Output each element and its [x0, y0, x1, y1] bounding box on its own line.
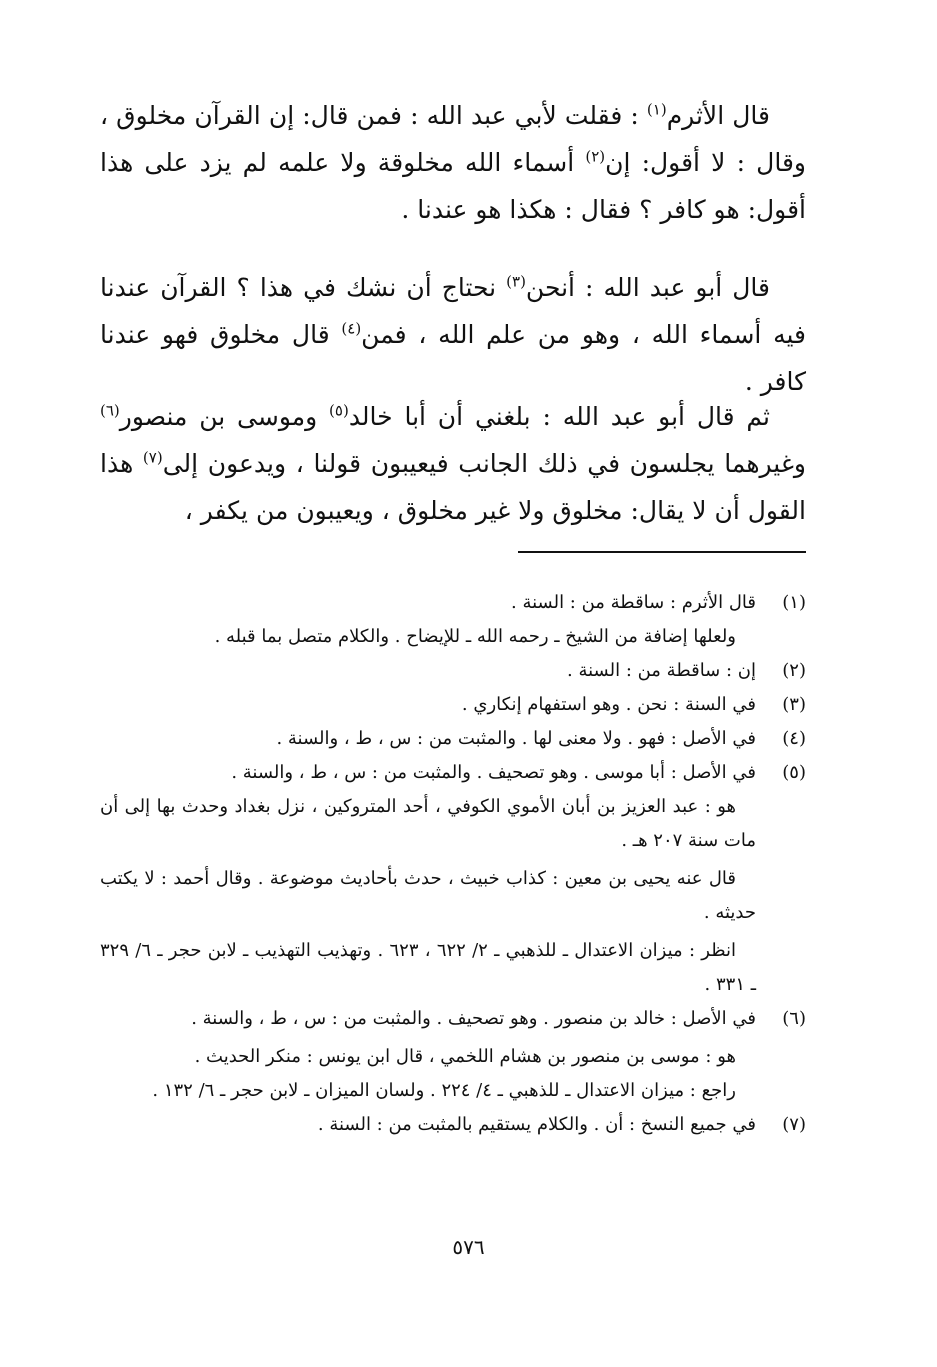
paragraph-2: [100, 264, 806, 405]
footnote-text: راجع : ميزان الاعتدال ـ للذهبي ـ ٤/ ٢٢٤ . ولسان الميزان ـ لابن حجر ـ ٦/ ١٣٢ .: [152, 1080, 736, 1101]
footnotes: [100, 586, 806, 1142]
footnote-4: [100, 722, 806, 756]
footnote-text: هو : عبد العزيز بن أبان الأموي الكوفي ، أحد المتروكين ، نزل بغداد وحدث بها إلى أن مات سنة ٢٠٧ هـ .: [100, 796, 756, 851]
footnote-number: (٦): [782, 1008, 806, 1029]
footnote-text: قال الأثرم : ساقطة من : السنة .: [511, 592, 756, 613]
page-number: ٥٧٦: [452, 1235, 485, 1259]
footnote-number: (٢): [782, 660, 806, 681]
footnote-ref-2[interactable]: (٢): [585, 147, 606, 166]
text: قال أبو عبد الله : أنحن: [525, 273, 770, 302]
text: وموسى بن منصور: [119, 402, 330, 431]
footnote-1: [100, 586, 806, 654]
footnote-text: في السنة : نحن . وهو استفهام إنكاري .: [461, 694, 756, 715]
footnote-separator: [518, 551, 806, 553]
footnote-7: [100, 1108, 806, 1142]
footnote-text: في الأصل : فهو . ولا معنى لها . والمثبت من : س ، ط ، والسنة .: [276, 728, 756, 749]
text: قال الأثرم: [666, 101, 770, 130]
footnote-number: (٧): [782, 1114, 806, 1135]
text: وغيرهما يجلسون في ذلك الجانب فيعيبون قولنا ، ويدعون إلى: [162, 449, 807, 478]
footnote-text: في جميع النسخ : أن . والكلام يستقيم بالمثبت من : السنة .: [317, 1114, 756, 1135]
footnote-text: ولعلها إضافة من الشيخ ـ رحمه الله ـ للإيضاح . والكلام متصل بما قبله .: [214, 626, 736, 647]
footnote-number: (٣): [782, 694, 806, 715]
footnote-6: [100, 1002, 806, 1108]
footnote-3: [100, 688, 806, 722]
footnote-ref-4[interactable]: (٤): [341, 319, 362, 338]
footnote-number: (١): [782, 592, 806, 613]
footnote-ref-7[interactable]: (٧): [142, 448, 163, 467]
footnote-text: إن : ساقطة من : السنة .: [567, 660, 756, 681]
footnote-text: هو : موسى بن منصور بن هشام اللخمي ، قال ابن يونس : منكر الحديث .: [194, 1046, 736, 1067]
footnote-number: (٤): [782, 728, 806, 749]
text: هذا القول أن لا يقال: مخلوق ولا غير مخلوق ، ويعيبون من يكفر ،: [100, 449, 806, 525]
text: أسماء الله مخلوقة ولا علمه لم يزد على هذا أقول: هو كافر ؟ فقال : هكذا هو عندنا .: [100, 148, 806, 224]
footnote-number: (٥): [782, 762, 806, 783]
paragraph-1: [100, 92, 806, 233]
text: نحتاج أن نشك في هذا ؟ القرآن عندنا فيه أسماء الله ، وهو من علم الله ، فمن: [100, 273, 806, 349]
text: قال مخلوق فهو عندنا كافر .: [100, 320, 806, 396]
paragraph-3: [100, 393, 806, 534]
footnote-text: قال عنه يحيى بن معين : كذاب خبيث ، حدث بأحاديث موضوعة . وقال أحمد : لا يكتب حديثه .: [100, 868, 756, 923]
footnote-ref-6[interactable]: (٦): [100, 401, 120, 420]
footnote-ref-5[interactable]: (٥): [329, 401, 349, 420]
text: ثم قال أبو عبد الله : بلغني أن أبا خالد: [348, 402, 770, 431]
text: : فقلت لأبي عبد الله : فمن قال: إن القرآن مخلوق ، وقال : لا أقول: إن: [100, 101, 806, 177]
footnote-ref-3[interactable]: (٣): [506, 272, 526, 291]
footnote-ref-1[interactable]: (١): [646, 100, 667, 119]
footnote-text: في الأصل : خالد بن منصور . وهو تصحيف . والمثبت من : س ، ط ، والسنة .: [191, 1008, 756, 1029]
footnote-5: [100, 756, 806, 1002]
footnote-text: في الأصل : أبا موسى . وهو تصحيف . والمثبت من : س ، ط ، والسنة .: [231, 762, 756, 783]
footnote-2: [100, 654, 806, 688]
footnote-text: انظر : ميزان الاعتدال ـ للذهبي ـ ٢/ ٦٢٢ ، ٦٢٣ . وتهذيب التهذيب ـ لابن حجر ـ ٦/ ٣٢٩ ـ ٣٣١ .: [100, 940, 756, 995]
